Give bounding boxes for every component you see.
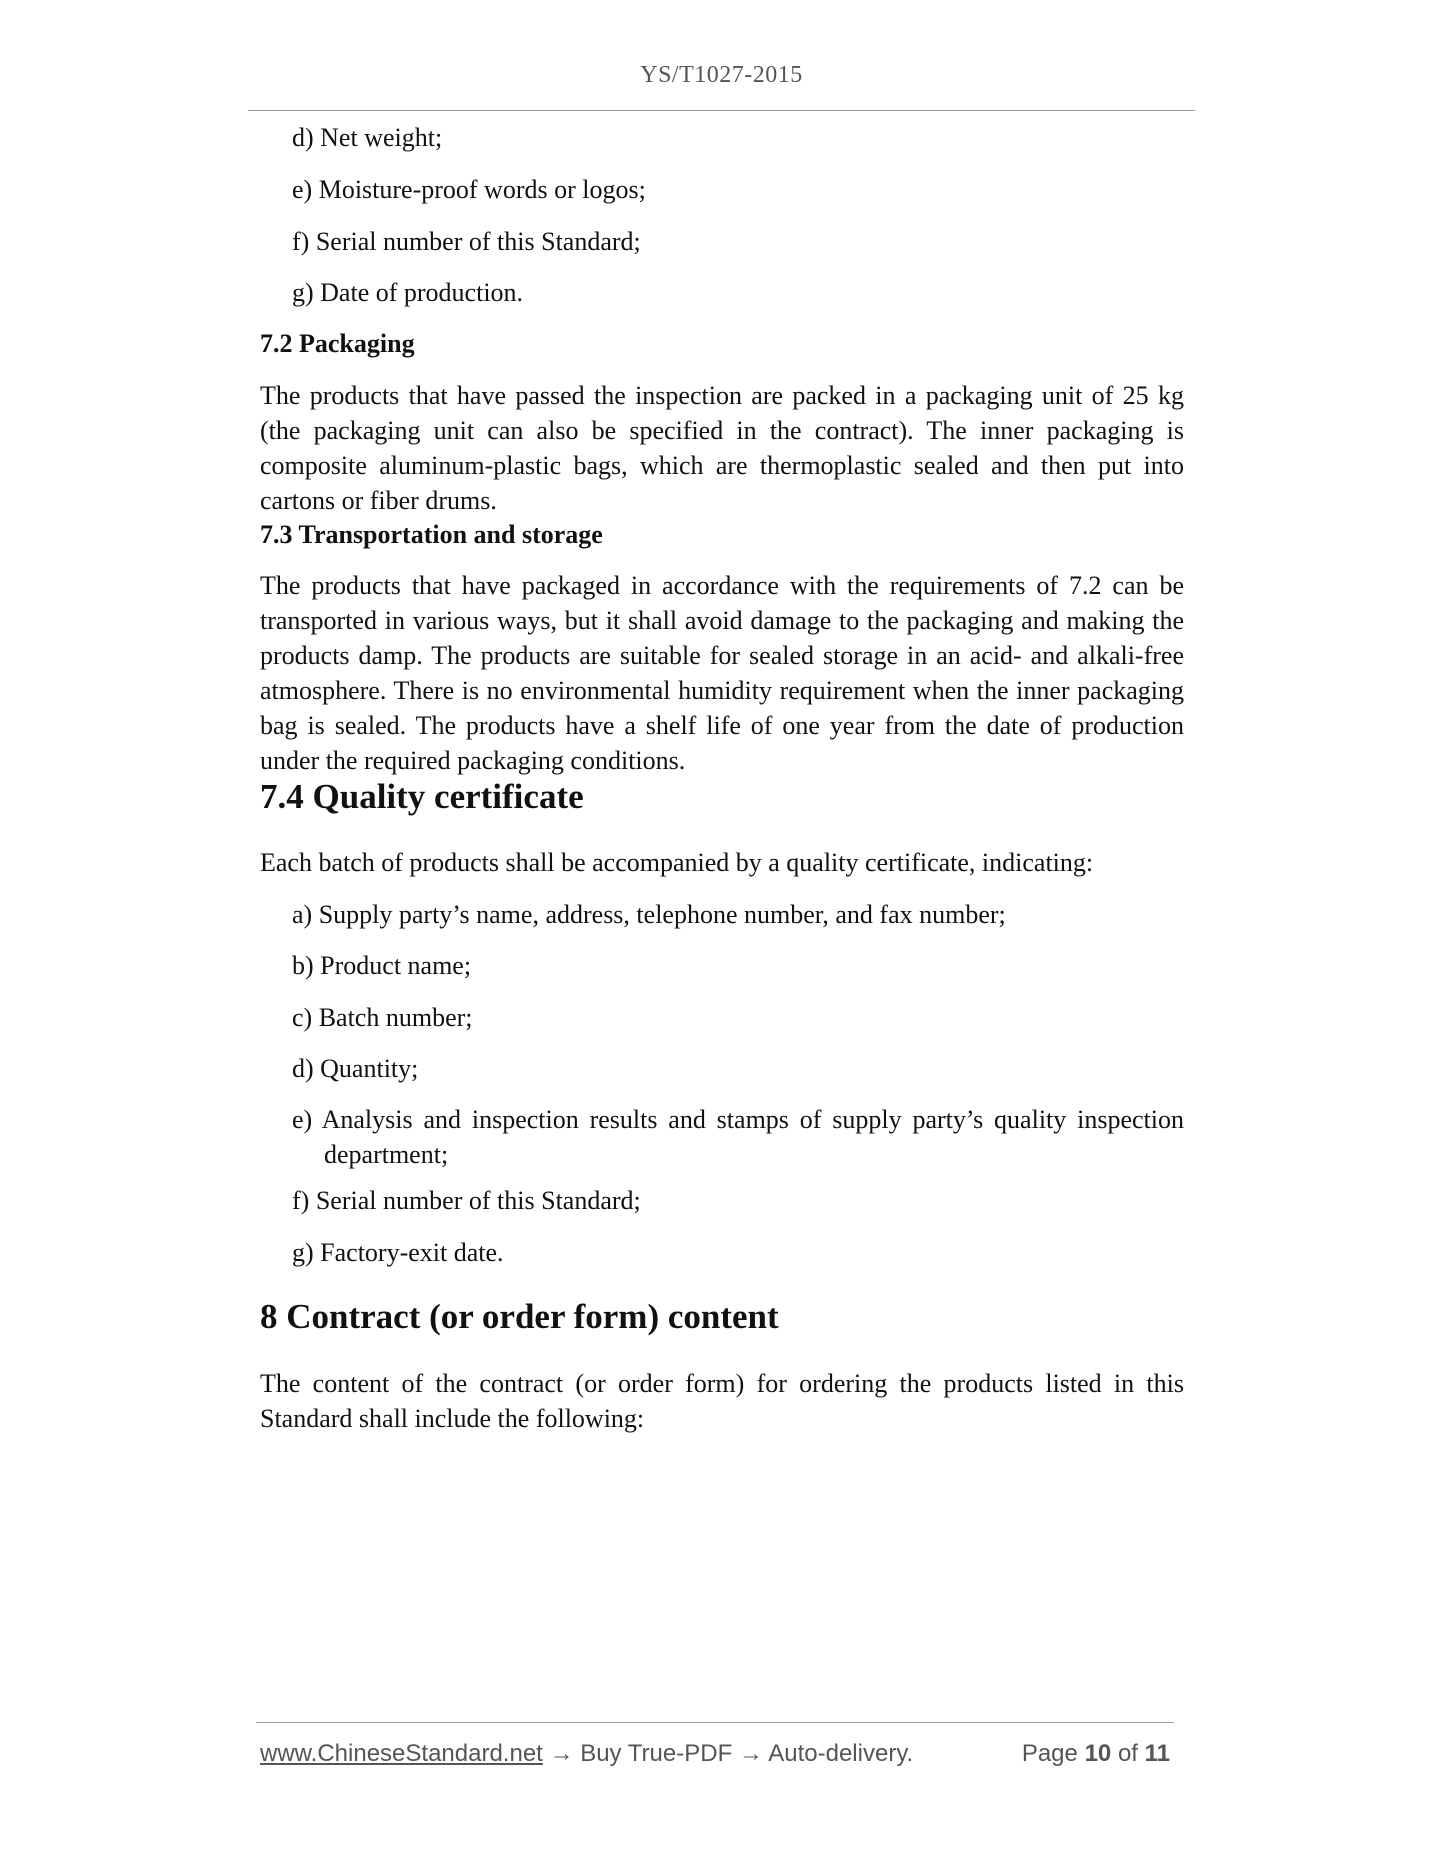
list-item: d) Quantity; <box>292 1054 419 1083</box>
list-item: b) Product name; <box>292 951 472 980</box>
section-heading-7-4: 7.4 Quality certificate <box>260 777 584 816</box>
page-current: 10 <box>1084 1740 1112 1767</box>
site-link[interactable]: www.ChineseStandard.net <box>260 1740 543 1767</box>
list-item: d) Net weight; <box>292 123 443 152</box>
page-footer <box>260 1740 1180 1774</box>
arrow-icon: → <box>549 1740 574 1767</box>
packaging-paragraph: The products that have passed the inspection are packed in a packaging unit of 25 kg (the packaging unit can also be specified in the contract). The inner packaging is composite aluminum-plastic bags, which are thermoplastic sealed and then put into cartons or fiber drums. <box>260 381 1184 515</box>
running-header: YS/T1027-2015 <box>640 62 803 88</box>
transport-paragraph: The products that have packaged in accordance with the requirements of 7.2 can be transported in various ways, but it shall avoid damage to the packaging and making the products damp. The products are suitable for sealed storage in an acid- and alkali-free atmosphere. There is no environmental humidity requirement when the inner packaging bag is sealed. The products have a shelf life of one year from the date of production under the required packaging conditions. <box>260 571 1184 775</box>
section-heading-8: 8 Contract (or order form) content <box>260 1297 779 1336</box>
delivery-text: Auto-delivery. <box>768 1740 914 1767</box>
footer-divider <box>256 1722 1174 1723</box>
list-item: a) Supply party’s name, address, telephone number, and fax number; <box>292 900 1006 929</box>
list-item: e) Moisture-proof words or logos; <box>292 175 646 204</box>
buy-text: Buy True-PDF <box>580 1740 733 1767</box>
header-divider <box>248 110 1195 111</box>
section-heading-7-3: 7.3 Transportation and storage <box>260 520 603 549</box>
list-item: c) Batch number; <box>292 1003 473 1032</box>
section-heading-7-2: 7.2 Packaging <box>260 329 415 358</box>
page-total: 11 <box>1144 1740 1170 1767</box>
certificate-intro: Each batch of products shall be accompanied by a quality certificate, indicating: <box>260 848 1094 877</box>
page-counter <box>1022 1740 1170 1768</box>
list-item: e) Analysis and inspection results and stamps of supply party’s quality inspection department; <box>292 1105 1184 1169</box>
page-of: of <box>1117 1740 1138 1767</box>
arrow-icon: → <box>738 1740 763 1767</box>
list-item: f) Serial number of this Standard; <box>292 227 641 256</box>
list-item: g) Date of production. <box>292 278 524 307</box>
contract-paragraph: The content of the contract (or order form) for ordering the products listed in this Standard shall include the following: <box>260 1369 1184 1433</box>
page-label: Page <box>1021 1740 1078 1767</box>
list-item: f) Serial number of this Standard; <box>292 1186 641 1215</box>
list-item: g) Factory-exit date. <box>292 1238 504 1267</box>
